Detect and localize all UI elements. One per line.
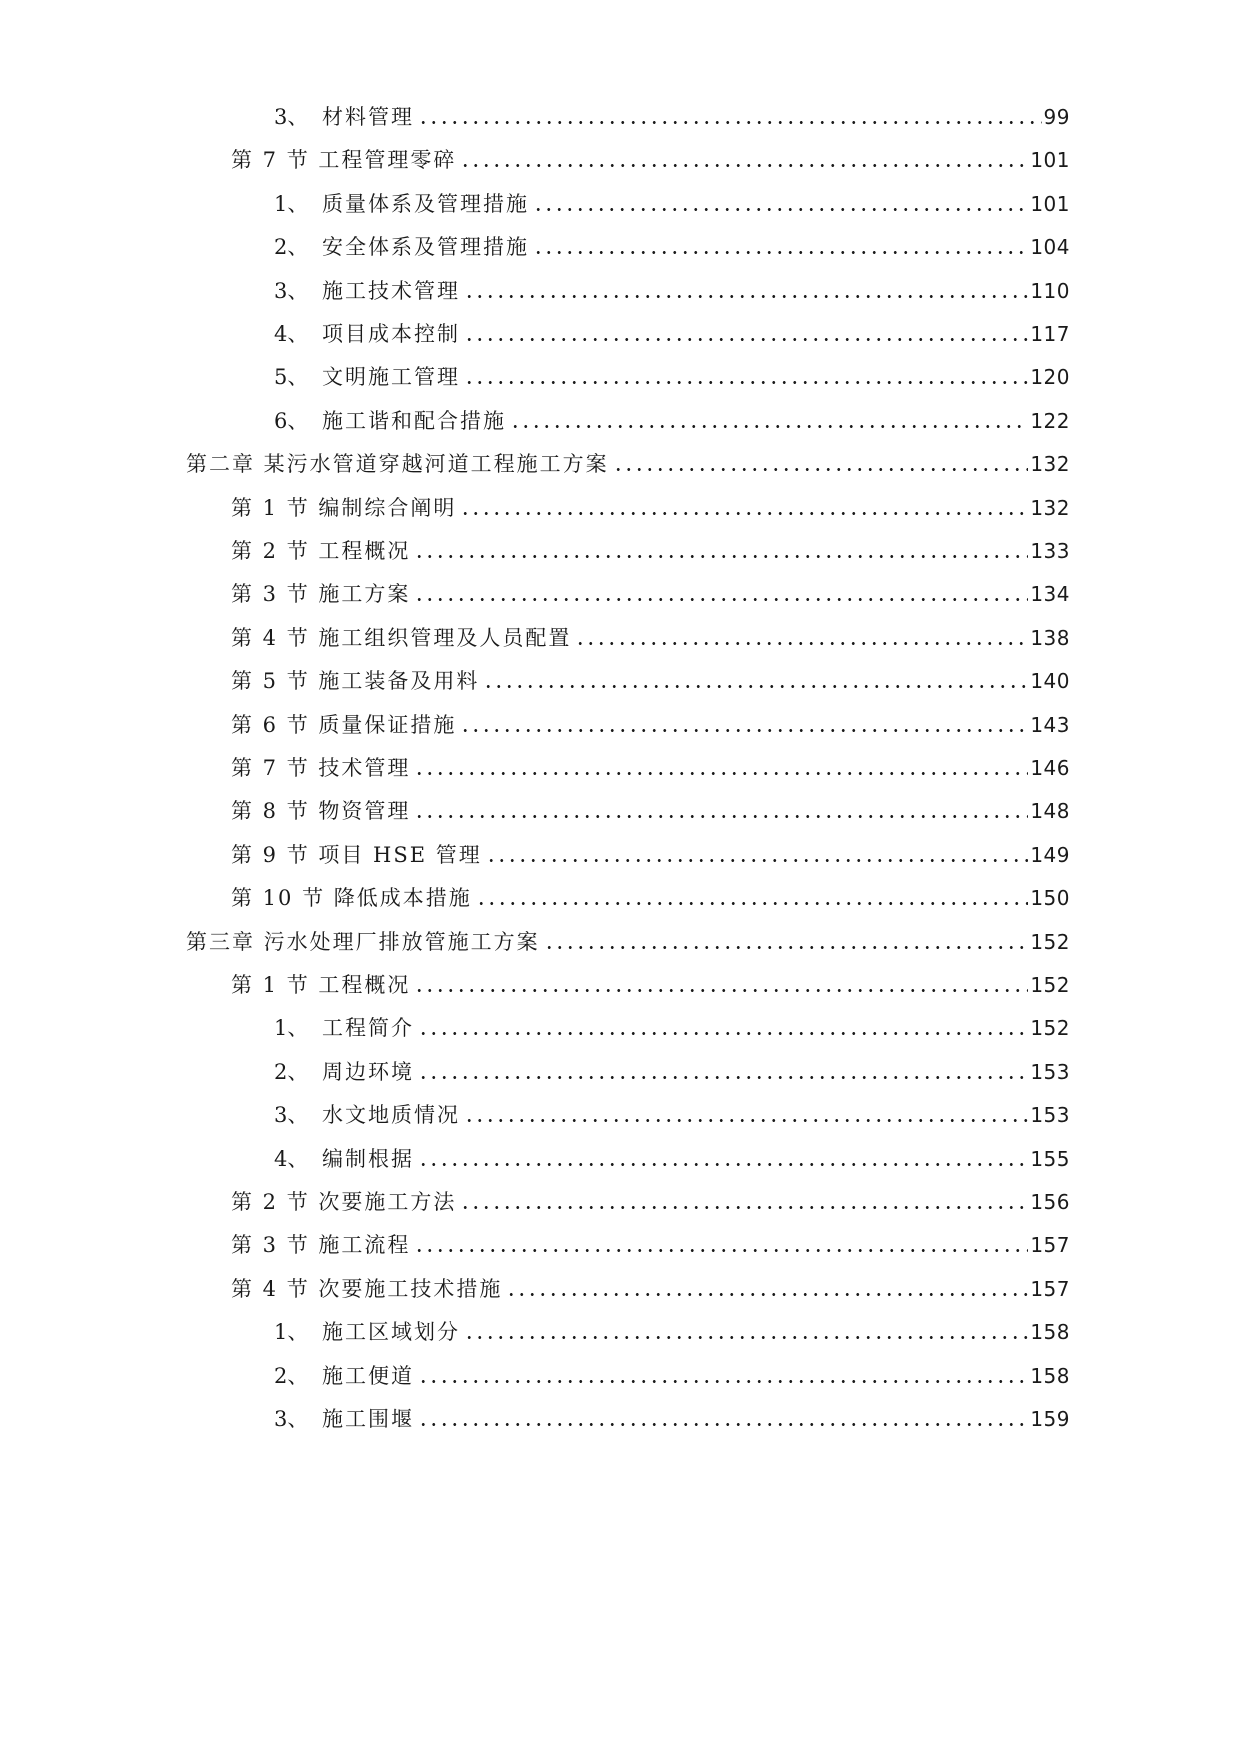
dot-leader: [464, 295, 1028, 298]
toc-entry[interactable]: [231, 1228, 1070, 1258]
toc-entry-page-number: 148: [1030, 799, 1070, 824]
dot-leader: [575, 642, 1028, 645]
toc-entry-number: 1、: [274, 1320, 309, 1345]
toc-entry-number: 4、: [274, 1146, 309, 1171]
toc-entry[interactable]: [274, 187, 1070, 217]
toc-entry-page-number: 158: [1030, 1320, 1070, 1345]
toc-entry-page-number: 153: [1030, 1059, 1070, 1084]
toc-entry-title: 施工围堰: [322, 1407, 414, 1431]
toc-entry-title: 项目成本控制: [322, 322, 460, 346]
toc-entry[interactable]: [274, 1142, 1070, 1172]
toc-entry-page-number: 158: [1030, 1363, 1070, 1388]
toc-entry-page-number: 156: [1030, 1190, 1070, 1214]
toc-entry-title: 第 1 节 工程概况: [231, 973, 411, 997]
dot-leader: [613, 468, 1029, 471]
toc-entry[interactable]: [274, 1402, 1070, 1432]
toc-entry-page-number: 101: [1030, 191, 1070, 216]
toc-entry[interactable]: [231, 143, 1070, 173]
toc-entry-title: 施工区域划分: [322, 1320, 460, 1345]
toc-entry-page-number: 133: [1030, 539, 1070, 563]
toc-entry[interactable]: [231, 838, 1070, 868]
toc-entry-page-number: 101: [1030, 148, 1070, 173]
toc-entry-page-number: 122: [1030, 408, 1070, 433]
toc-entry-title: 施工谐和配合措施: [322, 408, 506, 433]
dot-leader: [464, 1336, 1028, 1339]
toc-entry[interactable]: [274, 1011, 1070, 1041]
toc-entry-page-number: 152: [1030, 973, 1070, 997]
dot-leader: [414, 555, 1028, 558]
toc-entry-number: 3、: [274, 278, 309, 303]
toc-entry-page-number: 159: [1030, 1407, 1070, 1431]
toc-entry[interactable]: [231, 664, 1070, 694]
dot-leader: [414, 598, 1028, 601]
toc-entry-title: 第 2 节 次要施工方法: [231, 1190, 457, 1214]
toc-entry-number: 5、: [274, 365, 309, 390]
dot-leader: [464, 338, 1028, 341]
toc-entry[interactable]: [231, 577, 1070, 607]
toc-entry-title: 文明施工管理: [322, 365, 460, 390]
toc-entry-title: 第 4 节 次要施工技术措施: [231, 1276, 503, 1301]
toc-entry[interactable]: [231, 794, 1070, 824]
toc-entry[interactable]: [231, 1185, 1070, 1215]
dot-leader: [414, 815, 1028, 818]
toc-entry-page-number: 155: [1030, 1146, 1070, 1171]
toc-entry[interactable]: [231, 881, 1070, 911]
dot-leader: [533, 251, 1028, 254]
toc-entry-page-number: 117: [1030, 322, 1070, 346]
toc-entry-page-number: 110: [1030, 278, 1070, 303]
toc-entry-page-number: 150: [1030, 886, 1070, 911]
toc-entry[interactable]: [186, 447, 1070, 477]
dot-leader: [414, 989, 1028, 992]
toc-entry[interactable]: [274, 360, 1070, 390]
toc-entry-title: 第二章 某污水管道穿越河道工程施工方案: [186, 452, 609, 477]
dot-leader: [460, 1206, 1028, 1209]
toc-entry[interactable]: [274, 317, 1070, 347]
toc-entry-page-number: 152: [1030, 929, 1070, 954]
dot-leader: [418, 121, 1042, 124]
toc-entry-title: 质量体系及管理措施: [322, 191, 529, 216]
toc-entry-page-number: 138: [1030, 625, 1070, 650]
toc-entry[interactable]: [231, 491, 1070, 521]
toc-entry-page-number: 146: [1030, 756, 1070, 780]
toc-entry[interactable]: [274, 100, 1070, 130]
toc-entry-number: 2、: [274, 1363, 309, 1388]
toc-entry[interactable]: [231, 534, 1070, 564]
toc-entry-title: 第 3 节 施工方案: [231, 582, 411, 607]
toc-entry[interactable]: [231, 1272, 1070, 1302]
dot-leader: [476, 902, 1029, 905]
toc-entry-title: 周边环境: [322, 1059, 414, 1084]
toc-entry-page-number: 104: [1030, 235, 1070, 260]
toc-entry-page-number: 152: [1030, 1016, 1070, 1041]
toc-entry-page-number: 140: [1030, 669, 1070, 694]
toc-entry[interactable]: [274, 1098, 1070, 1128]
dot-leader: [460, 512, 1028, 515]
toc-entry[interactable]: [186, 925, 1070, 955]
toc-entry-title: 水文地质情况: [322, 1103, 460, 1128]
toc-entry-title: 第 7 节 工程管理零碎: [231, 148, 457, 173]
toc-entry-number: 3、: [274, 105, 309, 129]
toc-entry-page-number: 99: [1043, 105, 1070, 129]
toc-entry-page-number: 120: [1030, 365, 1070, 390]
toc-entry-title: 安全体系及管理措施: [322, 235, 529, 260]
toc-entry[interactable]: [274, 1055, 1070, 1085]
toc-entry-number: 3、: [274, 1103, 309, 1128]
toc-entry-title: 施工技术管理: [322, 278, 460, 303]
toc-entry-title: 第 2 节 工程概况: [231, 539, 411, 563]
toc-entry-page-number: 157: [1030, 1233, 1070, 1258]
toc-entry-title: 工程简介: [322, 1016, 414, 1041]
toc-entry-page-number: 153: [1030, 1103, 1070, 1128]
dot-leader: [414, 772, 1028, 775]
toc-entry-title: 第 5 节 施工装备及用料: [231, 669, 480, 694]
toc-entry-page-number: 132: [1030, 495, 1070, 520]
toc-entry-page-number: 157: [1030, 1276, 1070, 1301]
dot-leader: [414, 1249, 1028, 1252]
dot-leader: [460, 729, 1028, 732]
toc-entry[interactable]: [274, 404, 1070, 434]
toc-entry-number: 1、: [274, 191, 309, 216]
toc-entry[interactable]: [231, 751, 1070, 781]
toc-entry-title: 第 9 节 项目 HSE 管理: [231, 842, 482, 867]
toc-entry[interactable]: [274, 274, 1070, 304]
toc-entry-number: 6、: [274, 408, 309, 433]
dot-leader: [418, 1423, 1028, 1426]
dot-leader: [418, 1032, 1028, 1035]
toc-entry-number: 2、: [274, 235, 309, 260]
toc-entry-title: 第 1 节 编制综合阐明: [231, 495, 457, 520]
dot-leader: [418, 1380, 1028, 1383]
toc-entry-title: 第 3 节 施工流程: [231, 1233, 411, 1258]
dot-leader: [486, 859, 1029, 862]
toc-entry-page-number: 149: [1030, 842, 1070, 867]
toc-entry[interactable]: [231, 708, 1070, 738]
toc-entry-number: 1、: [274, 1016, 309, 1041]
dot-leader: [464, 381, 1028, 384]
dot-leader: [533, 208, 1028, 211]
dot-leader: [483, 685, 1028, 688]
toc-entry-page-number: 143: [1030, 712, 1070, 737]
dot-leader: [460, 164, 1028, 167]
toc-entry-number: 3、: [274, 1407, 309, 1431]
toc-entry[interactable]: [274, 1359, 1070, 1389]
dot-leader: [544, 946, 1029, 949]
toc-entry-number: 4、: [274, 322, 309, 346]
toc-entry-page-number: 134: [1030, 582, 1070, 607]
toc-entry[interactable]: [274, 1315, 1070, 1345]
toc-entry-title: 编制根据: [322, 1146, 414, 1171]
toc-entry-number: 2、: [274, 1059, 309, 1084]
toc-entry[interactable]: [274, 230, 1070, 260]
toc-entry-title: 第三章 污水处理厂排放管施工方案: [186, 929, 540, 954]
toc-entry-title: 第 4 节 施工组织管理及人员配置: [231, 625, 572, 650]
toc-entry-page-number: 132: [1030, 452, 1070, 477]
dot-leader: [464, 1119, 1028, 1122]
toc-entry-title: 施工便道: [322, 1363, 414, 1388]
toc-entry-title: 材料管理: [322, 105, 414, 129]
dot-leader: [418, 1076, 1028, 1079]
dot-leader: [510, 425, 1028, 428]
toc-entry-title: 第 6 节 质量保证措施: [231, 712, 457, 737]
toc-entry[interactable]: [231, 968, 1070, 998]
toc-entry[interactable]: [231, 621, 1070, 651]
toc-entry-title: 第 8 节 物资管理: [231, 799, 411, 824]
dot-leader: [506, 1293, 1028, 1296]
toc-entry-title: 第 7 节 技术管理: [231, 756, 411, 780]
toc-entry-title: 第 10 节 降低成本措施: [231, 886, 472, 911]
dot-leader: [418, 1163, 1028, 1166]
